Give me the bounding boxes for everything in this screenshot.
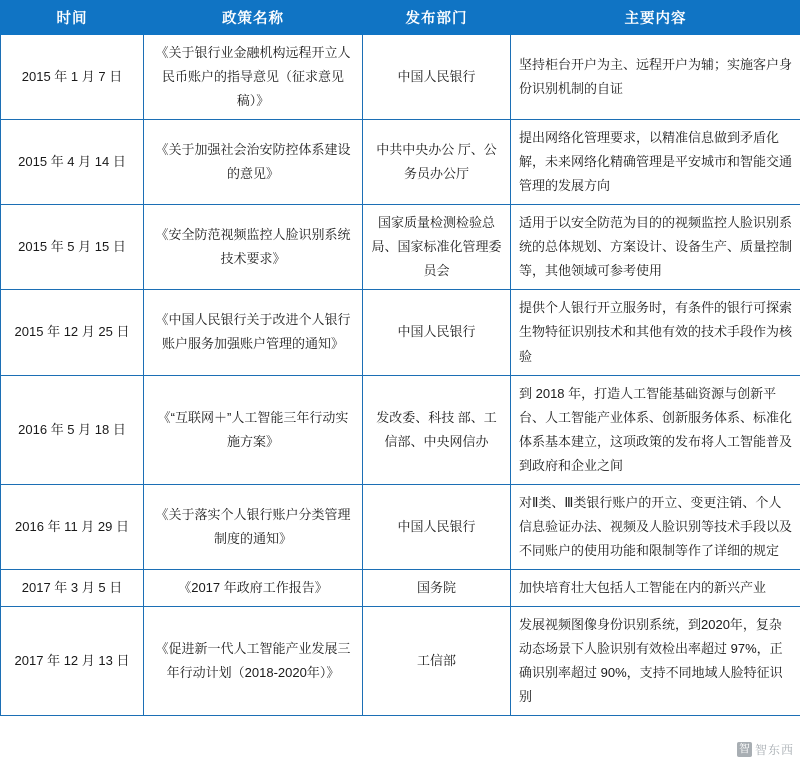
cell-date: 2017 年 3 月 5 日 [1,569,144,606]
cell-date: 2016 年 5 月 18 日 [1,375,144,484]
cell-department: 中国人民银行 [363,484,511,569]
column-header-main-content: 主要内容 [511,1,800,35]
table-row [1,375,800,484]
cell-date: 2015 年 1 月 7 日 [1,35,144,120]
cell-department: 中国人民银行 [363,290,511,375]
cell-main-content: 提供个人银行开立服务时，有条件的银行可探索生物特征识别技术和其他有效的技术手段作为核验 [511,290,800,375]
table-body [1,35,800,716]
cell-date: 2016 年 11 月 29 日 [1,484,144,569]
cell-department: 中国人民银行 [363,35,511,120]
cell-main-content: 适用于以安全防范为目的的视频监控人脸识别系统的总体规划、方案设计、设备生产、质量控制等，其他领域可参考使用 [511,205,800,290]
table-header-row [1,1,800,35]
cell-policy-name: 《关于落实个人银行账户分类管理制度的通知》 [144,484,363,569]
cell-department: 国务院 [363,569,511,606]
cell-department: 国家质量检测检验总局、国家标准化管理委员会 [363,205,511,290]
column-header-department: 发布部门 [363,1,511,35]
column-header-date: 时间 [1,1,144,35]
table-row [1,35,800,120]
cell-department: 工信部 [363,606,511,715]
cell-department: 发改委、科技 部、工信部、中央网信办 [363,375,511,484]
table-row [1,120,800,205]
column-header-policy-name: 政策名称 [144,1,363,35]
cell-main-content: 对Ⅱ类、Ⅲ类银行账户的开立、变更注销、个人信息验证办法、视频及人脸识别等技术手段以及不同账户的使用功能和限制等作了详细的规定 [511,484,800,569]
cell-date: 2015 年 12 月 25 日 [1,290,144,375]
table-row [1,569,800,606]
cell-main-content: 坚持柜台开户为主、远程开户为辅；实施客户身份识别机制的自证 [511,35,800,120]
watermark [737,741,794,758]
cell-policy-name: 《促进新一代人工智能产业发展三年行动计划（2018-2020年）》 [144,606,363,715]
cell-date: 2017 年 12 月 13 日 [1,606,144,715]
cell-main-content: 提出网络化管理要求，以精准信息做到矛盾化解，未来网络化精确管理是平安城市和智能交通管理的发展方向 [511,120,800,205]
cell-main-content: 加快培育壮大包括人工智能在内的新兴产业 [511,569,800,606]
table-header [1,1,800,35]
watermark-logo-icon: 智 [738,743,750,755]
watermark-text: 智东西 [754,743,794,757]
table-row [1,606,800,715]
cell-main-content: 到 2018 年，打造人工智能基础资源与创新平台、人工智能产业体系、创新服务体系、标准化体系基本建立，这项政策的发布将人工智能普及到政府和企业之间 [511,375,800,484]
table-row [1,484,800,569]
table-row [1,205,800,290]
cell-policy-name: 《中国人民银行关于改进个人银行账户服务加强账户管理的通知》 [144,290,363,375]
cell-department: 中共中央办公 厅、公务员办公厅 [363,120,511,205]
cell-policy-name: 《2017 年政府工作报告》 [144,569,363,606]
cell-date: 2015 年 5 月 15 日 [1,205,144,290]
cell-policy-name: 《关于银行业金融机构远程开立人民币账户的指导意见（征求意见稿）》 [144,35,363,120]
cell-policy-name: 《安全防范视频监控人脸识别系统技术要求》 [144,205,363,290]
cell-policy-name: 《关于加强社会治安防控体系建设的意见》 [144,120,363,205]
cell-policy-name: 《“互联网＋”人工智能三年行动实施方案》 [144,375,363,484]
cell-main-content: 发展视频图像身份识别系统，到2020年，复杂动态场景下人脸识别有效检出率超过 97%，正确识别率超过 90%，支持不同地域人脸特征识别 [511,606,800,715]
cell-date: 2015 年 4 月 14 日 [1,120,144,205]
table-row [1,290,800,375]
